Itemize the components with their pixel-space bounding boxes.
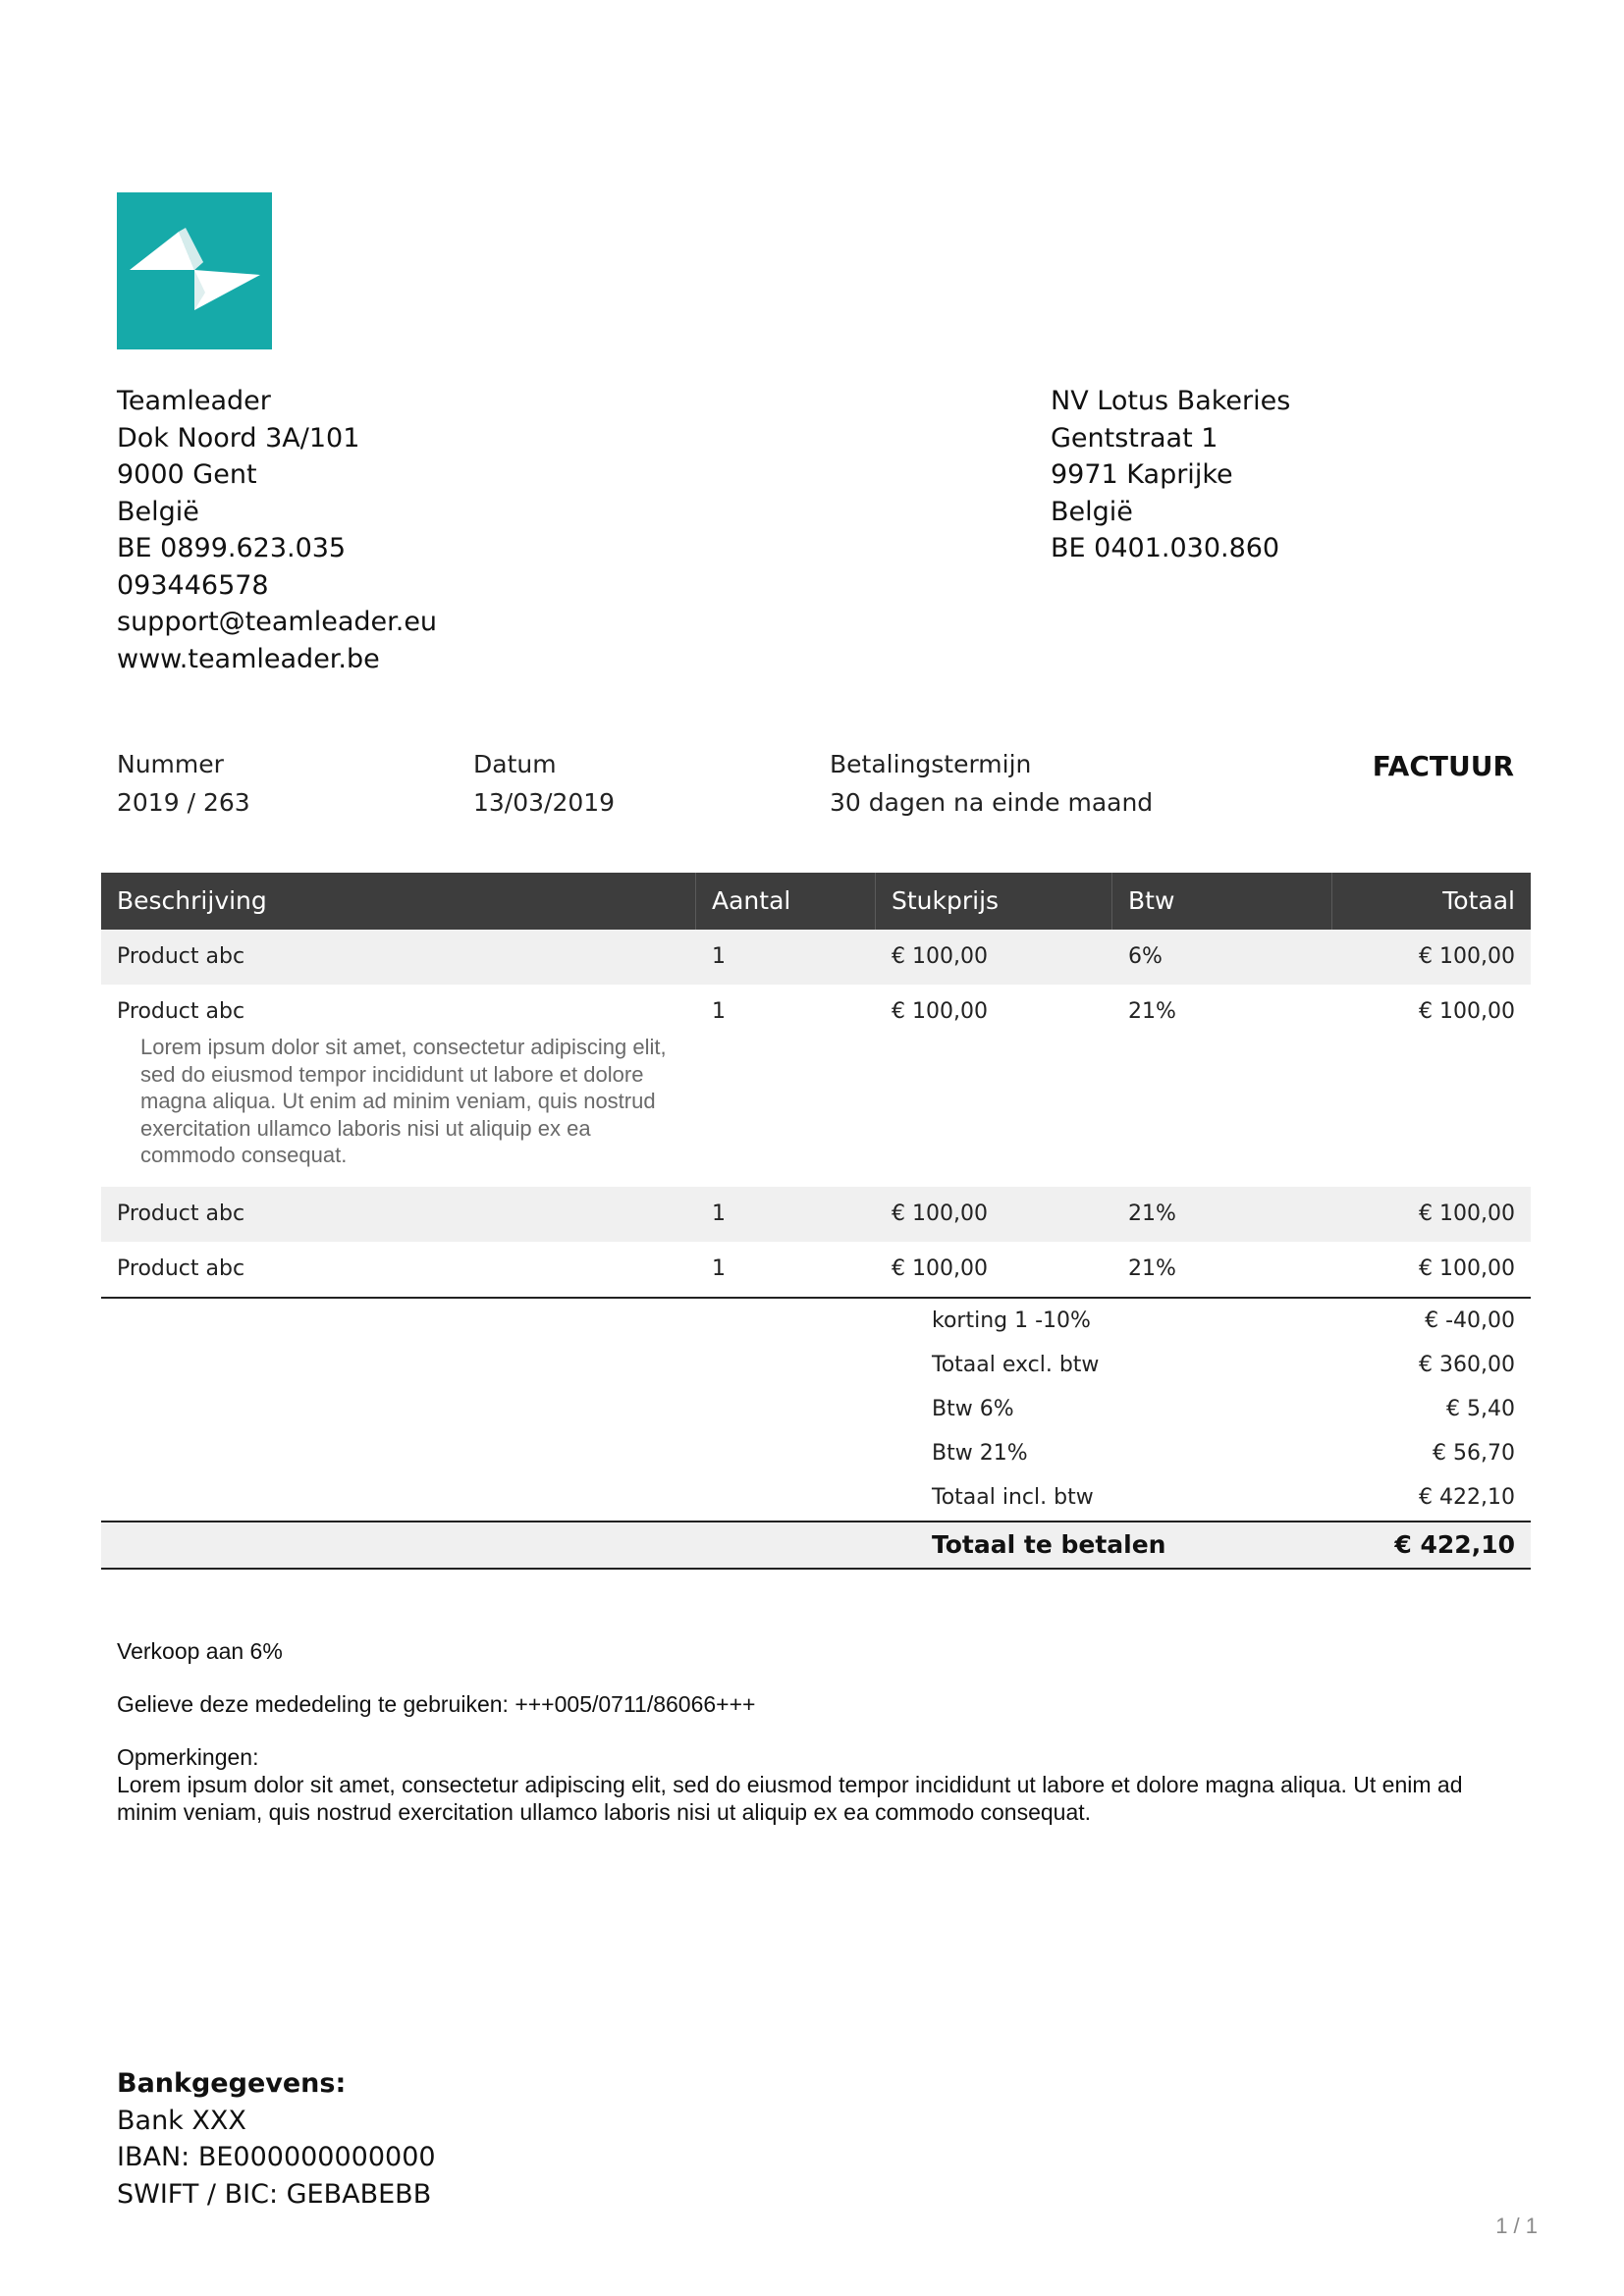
totals-value: € 422,10 (1419, 1485, 1515, 1510)
row-unit-price: € 100,00 (892, 999, 988, 1024)
invoice-number-value: 2019 / 263 (117, 788, 250, 817)
bank-swift: SWIFT / BIC: GEBABEBB (117, 2178, 432, 2210)
company-logo (117, 192, 272, 349)
sender-email: support@teamleader.eu (117, 607, 438, 637)
row-total: € 100,00 (1419, 1201, 1515, 1226)
totals-section (101, 1299, 1531, 1521)
sender-vat-number: BE 0899.623.035 (117, 533, 347, 563)
grand-total-row (101, 1521, 1531, 1570)
totals-label: korting 1 -10% (932, 1308, 1091, 1333)
client-address (1051, 383, 1290, 567)
row-quantity: 1 (712, 1256, 726, 1281)
remarks-text: Lorem ipsum dolor sit amet, consectetur adipiscing elit, sed do eiusmod tempor incididunt ut labore et dolore magna aliqua. Ut enim ad minim veniam, quis nostrud exercitation ullamco laboris nisi ut aliquip ex ea commodo consequat. (117, 1772, 1463, 1825)
totals-row-vat-6 (101, 1387, 1531, 1431)
payment-terms-value: 30 dagen na einde maand (830, 788, 1154, 817)
totals-label: Totaal incl. btw (932, 1485, 1094, 1510)
totals-value: € 5,40 (1446, 1397, 1515, 1421)
row-vat: 21% (1128, 1201, 1176, 1226)
row-description: Product abc (117, 1201, 245, 1226)
invoice-date-label: Datum (473, 750, 557, 778)
totals-row-excl-vat (101, 1343, 1531, 1387)
payment-terms-label: Betalingstermijn (830, 750, 1032, 778)
sender-street: Dok Noord 3A/101 (117, 422, 360, 454)
header-description: Beschrijving (117, 886, 267, 915)
payment-reference: Gelieve deze mededeling te gebruiken: +++005/0711/86066+++ (117, 1691, 756, 1717)
header-divider (1111, 873, 1112, 930)
invoice-items-table (101, 873, 1531, 1570)
grand-total-label: Totaal te betalen (932, 1530, 1166, 1559)
row-unit-price: € 100,00 (892, 1201, 988, 1226)
header-divider (875, 873, 876, 930)
row-quantity: 1 (712, 944, 726, 969)
bank-details (117, 2065, 436, 2213)
header-total: Totaal (1442, 886, 1515, 915)
row-unit-price: € 100,00 (892, 944, 988, 969)
totals-label: Totaal excl. btw (932, 1353, 1100, 1377)
grand-total-value: € 422,10 (1394, 1530, 1515, 1559)
client-name: NV Lotus Bakeries (1051, 386, 1291, 416)
paper-plane-icon (117, 192, 272, 349)
header-quantity: Aantal (712, 886, 791, 915)
sender-website: www.teamleader.be (117, 643, 380, 674)
row-vat: 21% (1128, 1256, 1176, 1281)
totals-label: Btw 6% (932, 1397, 1014, 1421)
client-country: België (1051, 496, 1133, 527)
remarks-block (117, 1743, 1511, 1826)
sale-note: Verkoop aan 6% (117, 1638, 283, 1664)
remarks-label: Opmerkingen: (117, 1744, 259, 1770)
document-type-title: FACTUUR (1372, 750, 1514, 782)
row-vat: 6% (1128, 944, 1163, 969)
sender-country: België (117, 496, 199, 527)
table-row (101, 1187, 1531, 1242)
invoice-date-value: 13/03/2019 (473, 788, 616, 817)
row-description: Product abc (117, 944, 245, 969)
client-city: 9971 Kaprijke (1051, 459, 1233, 490)
bank-name: Bank XXX (117, 2105, 246, 2136)
row-unit-price: € 100,00 (892, 1256, 988, 1281)
row-description: Product abc (117, 1256, 245, 1281)
client-vat-number: BE 0401.030.860 (1051, 533, 1280, 563)
row-description: Product abc (117, 999, 245, 1024)
table-row (101, 930, 1531, 985)
sender-phone: 093446578 (117, 569, 269, 601)
totals-row-vat-21 (101, 1431, 1531, 1475)
totals-row-incl-vat (101, 1475, 1531, 1520)
row-quantity: 1 (712, 1201, 726, 1226)
table-row (101, 985, 1531, 1187)
invoice-number-label: Nummer (117, 750, 224, 778)
totals-value: € 56,70 (1433, 1441, 1515, 1466)
table-header (101, 873, 1531, 930)
row-total: € 100,00 (1419, 999, 1515, 1024)
header-unit-price: Stukprijs (892, 886, 1000, 915)
table-row (101, 1242, 1531, 1297)
header-divider (1331, 873, 1332, 930)
header-divider (695, 873, 696, 930)
sender-address (117, 383, 437, 677)
row-total: € 100,00 (1419, 1256, 1515, 1281)
totals-row-discount (101, 1299, 1531, 1343)
page-indicator: 1 / 1 (1495, 2214, 1538, 2238)
row-description-note: Lorem ipsum dolor sit amet, consectetur adipiscing elit, sed do eiusmod tempor incididunt ut labore et dolore magna aliqua. Ut enim ad minim veniam, quis nostrud exercitation ullamco laboris nisi ut aliquip ex ea commodo consequat. (140, 1035, 667, 1167)
totals-label: Btw 21% (932, 1441, 1028, 1466)
sender-city: 9000 Gent (117, 459, 257, 490)
totals-value: € -40,00 (1425, 1308, 1515, 1333)
row-quantity: 1 (712, 999, 726, 1024)
row-total: € 100,00 (1419, 944, 1515, 969)
row-vat: 21% (1128, 999, 1176, 1024)
header-vat: Btw (1128, 886, 1175, 915)
client-street: Gentstraat 1 (1051, 422, 1218, 454)
totals-value: € 360,00 (1419, 1353, 1515, 1377)
bank-iban: IBAN: BE000000000000 (117, 2142, 436, 2172)
bank-heading: Bankgegevens: (117, 2068, 347, 2099)
sender-name: Teamleader (117, 386, 271, 416)
